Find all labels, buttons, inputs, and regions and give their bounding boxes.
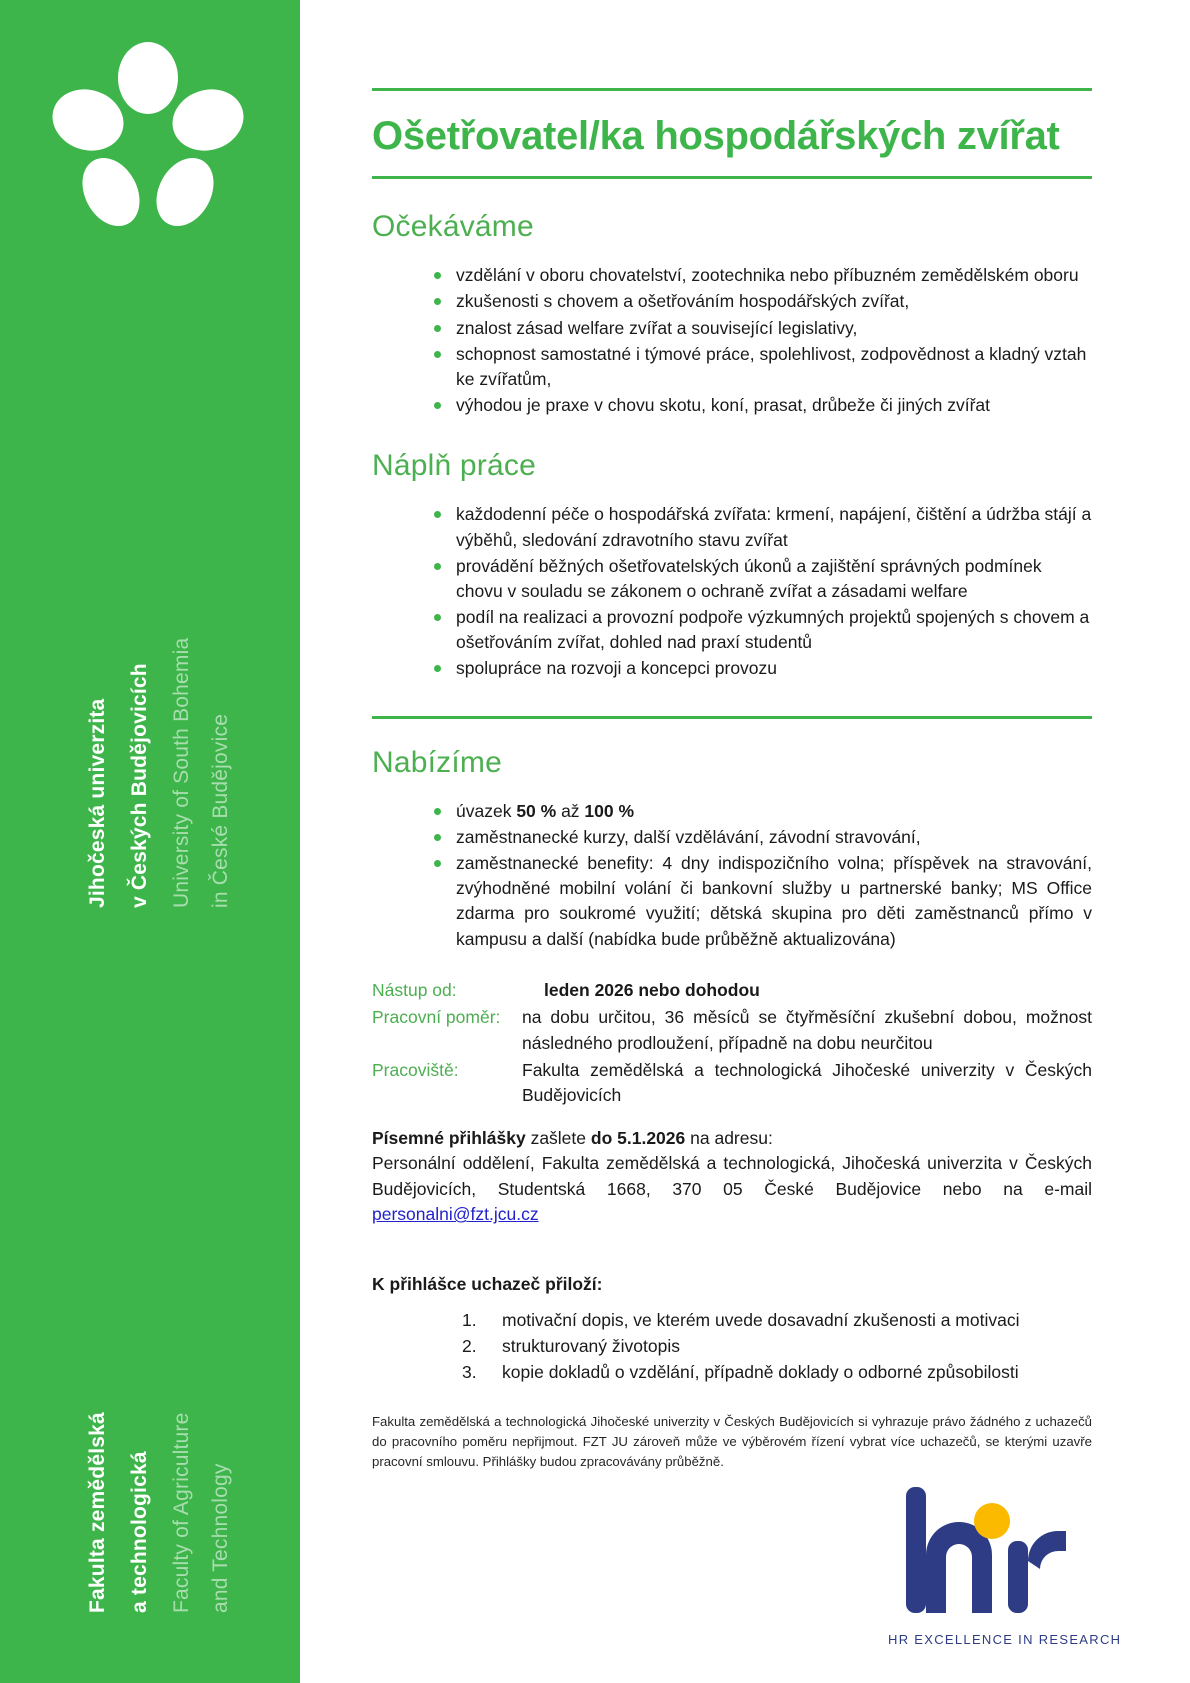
detail-row-start-date: [372, 978, 1092, 1003]
sidebar-cz-line-d: [129, 663, 150, 908]
section-heading-duties: Náplň práce: [372, 449, 536, 483]
sidebar-cz-line-b: [129, 1451, 150, 1613]
brand-sidebar: [0, 0, 300, 1683]
apply-lead: Písemné přihlášky: [372, 1127, 526, 1148]
list-item: podíl na realizaci a provozní podpoře výzkumných projektů spojených s chovem a ošetřováním zvířat, dohled nad praxí studentů: [434, 605, 1092, 655]
list-item: výhodou je praxe v chovu skotu, koní, prasat, drůbeže či jiných zvířat: [434, 393, 1092, 418]
expect-list: [372, 263, 1092, 418]
detail-value-start-date: leden 2026 nebo dohodou: [544, 979, 760, 1000]
sidebar-en-line-b: [210, 1463, 231, 1613]
detail-label-workplace: Pracoviště:: [372, 1059, 459, 1080]
detail-value-contract: na dobu určitou, 36 měsíců se čtyřměsíční zkušební dobou, možnost následného prodloužení, případně na dobu neurčitou: [522, 1007, 1092, 1053]
sidebar-cz-line-a: [87, 1412, 108, 1613]
list-item: strukturovaný životopis: [502, 1336, 680, 1357]
list-item: provádění běžných ošetřovatelských úkonů a zajištění správných podmínek chovu v souladu se zákonem o ochraně zvířat a zásadami welfare: [434, 554, 1092, 604]
offer-list: [372, 799, 1092, 952]
uvazek-prefix: úvazek: [456, 800, 517, 821]
sidebar-text-budejovicich: v Českých Budějovicích: [128, 663, 151, 908]
list-item: schopnost samostatné i týmové práce, spolehlivost, zodpovědnost a kladný vztah ke zvířatům,: [434, 342, 1092, 392]
sidebar-en-line-c: [171, 638, 192, 908]
apply-mid1: zašlete: [525, 1127, 591, 1148]
section-heading-offer: Nabízíme: [372, 745, 502, 779]
hr-excellence-caption: HR EXCELLENCE IN RESEARCH: [888, 1632, 1122, 1647]
detail-row-contract: [372, 1005, 1092, 1056]
detail-label-start-date: Nástup od:: [372, 979, 457, 1000]
uvazek-min: 50 %: [516, 800, 557, 821]
apply-address: Personální oddělení, Fakulta zemědělská a technologická, Jihočeská univerzita v Českých Budějovicích, Studentská 1668, 370 05 České Budějovice nebo na e-mail: [372, 1153, 1092, 1199]
hr-excellence-logo: [888, 1481, 1098, 1631]
job-posting-content: [300, 0, 1190, 1683]
sidebar-vertical-text: [0, 0, 300, 1683]
apply-deadline: do 5.1.2026: [590, 1127, 686, 1148]
detail-value-workplace: Fakulta zemědělská a technologická Jihočeské univerzity v Českých Budějovicích: [522, 1059, 1092, 1106]
job-details-block: [372, 978, 1092, 1109]
list-item: zaměstnanecké kurzy, další vzdělávání, závodní stravování,: [434, 825, 1092, 850]
sidebar-text-fakulta: Fakulta zemědělská: [86, 1412, 109, 1613]
section-heading-expect: Očekáváme: [372, 210, 534, 244]
duties-list: [372, 502, 1092, 681]
title-rule-bottom: [372, 176, 1092, 179]
section-divider-rule: [372, 716, 1092, 719]
list-item: zkušenosti s chovem a ošetřováním hospodářských zvířat,: [434, 289, 1092, 314]
sidebar-en-line-a: [171, 1413, 192, 1614]
list-item: kopie dokladů o vzdělání, případně doklady o odborné způsobilosti: [502, 1362, 1019, 1383]
sidebar-text-univerzita: Jihočeská univerzita: [86, 698, 109, 908]
list-item: znalost zásad welfare zvířat a související legislativy,: [434, 316, 1092, 341]
sidebar-text-faculty: Faculty of Agriculture: [170, 1412, 193, 1613]
list-item-uvazek: [434, 799, 1092, 824]
list-item: zaměstnanecké benefity: 4 dny indispozičního volna; příspěvek na stravování, zvýhodněné mobilní volání či bankovní služby u partnerské banky; MS Office zdarma pro soukromé využití; dětská skupina pro děti zaměstnanců přímo v kampusu a další (nabídka bude průběžně aktualizována): [434, 851, 1092, 952]
list-item: motivační dopis, ve kterém uvede dosavadní zkušenosti a motivaci: [502, 1309, 1020, 1330]
uvazek-max: 100 %: [584, 800, 635, 821]
legal-disclaimer: Fakulta zemědělská a technologická Jihočeské univerzity v Českých Budějovicích si vyhrazuje právo žádného z uchazečů do pracovního poměru nepřijmout. FZT JU zároveň může ve výběrovém řízení vybrat více uchazečů, se kterými uzavře pracovní smlouvu. Přihlášky budou zpracovávány průběžně.: [372, 1413, 1092, 1470]
sidebar-text-technology: and Technology: [209, 1463, 232, 1613]
attachments-heading: K přihlášce uchazeč přiloží:: [372, 1273, 603, 1294]
sidebar-en-line-d: [210, 714, 231, 908]
list-item: spolupráce na rozvoji a koncepci provozu: [434, 656, 1092, 681]
detail-label-contract: Pracovní poměr:: [372, 1007, 501, 1028]
attachments-list: [372, 1307, 1092, 1386]
list-item: každodenní péče o hospodářská zvířata: krmení, napájení, čištění a údržba stájí a výběhů, sledování zdravotního stavu zvířat: [434, 502, 1092, 552]
sidebar-text-in-budejovice: in České Budějovice: [209, 713, 232, 908]
uvazek-mid: až: [556, 800, 585, 821]
sidebar-text-technologicka: a technologická: [128, 1451, 151, 1613]
email-link[interactable]: personalni@fzt.jcu.cz: [372, 1204, 539, 1225]
list-item: vzdělání v oboru chovatelství, zootechnika nebo příbuzném zemědělském oboru: [434, 263, 1092, 288]
sidebar-text-university: University of South Bohemia: [170, 637, 193, 908]
application-instructions: [372, 1126, 1092, 1228]
sidebar-cz-line-c: [87, 699, 108, 908]
detail-row-workplace: [372, 1058, 1092, 1109]
apply-mid2: na adresu:: [685, 1127, 773, 1148]
page-title: Ošetřovatel/ka hospodářských zvířat: [372, 114, 1060, 158]
